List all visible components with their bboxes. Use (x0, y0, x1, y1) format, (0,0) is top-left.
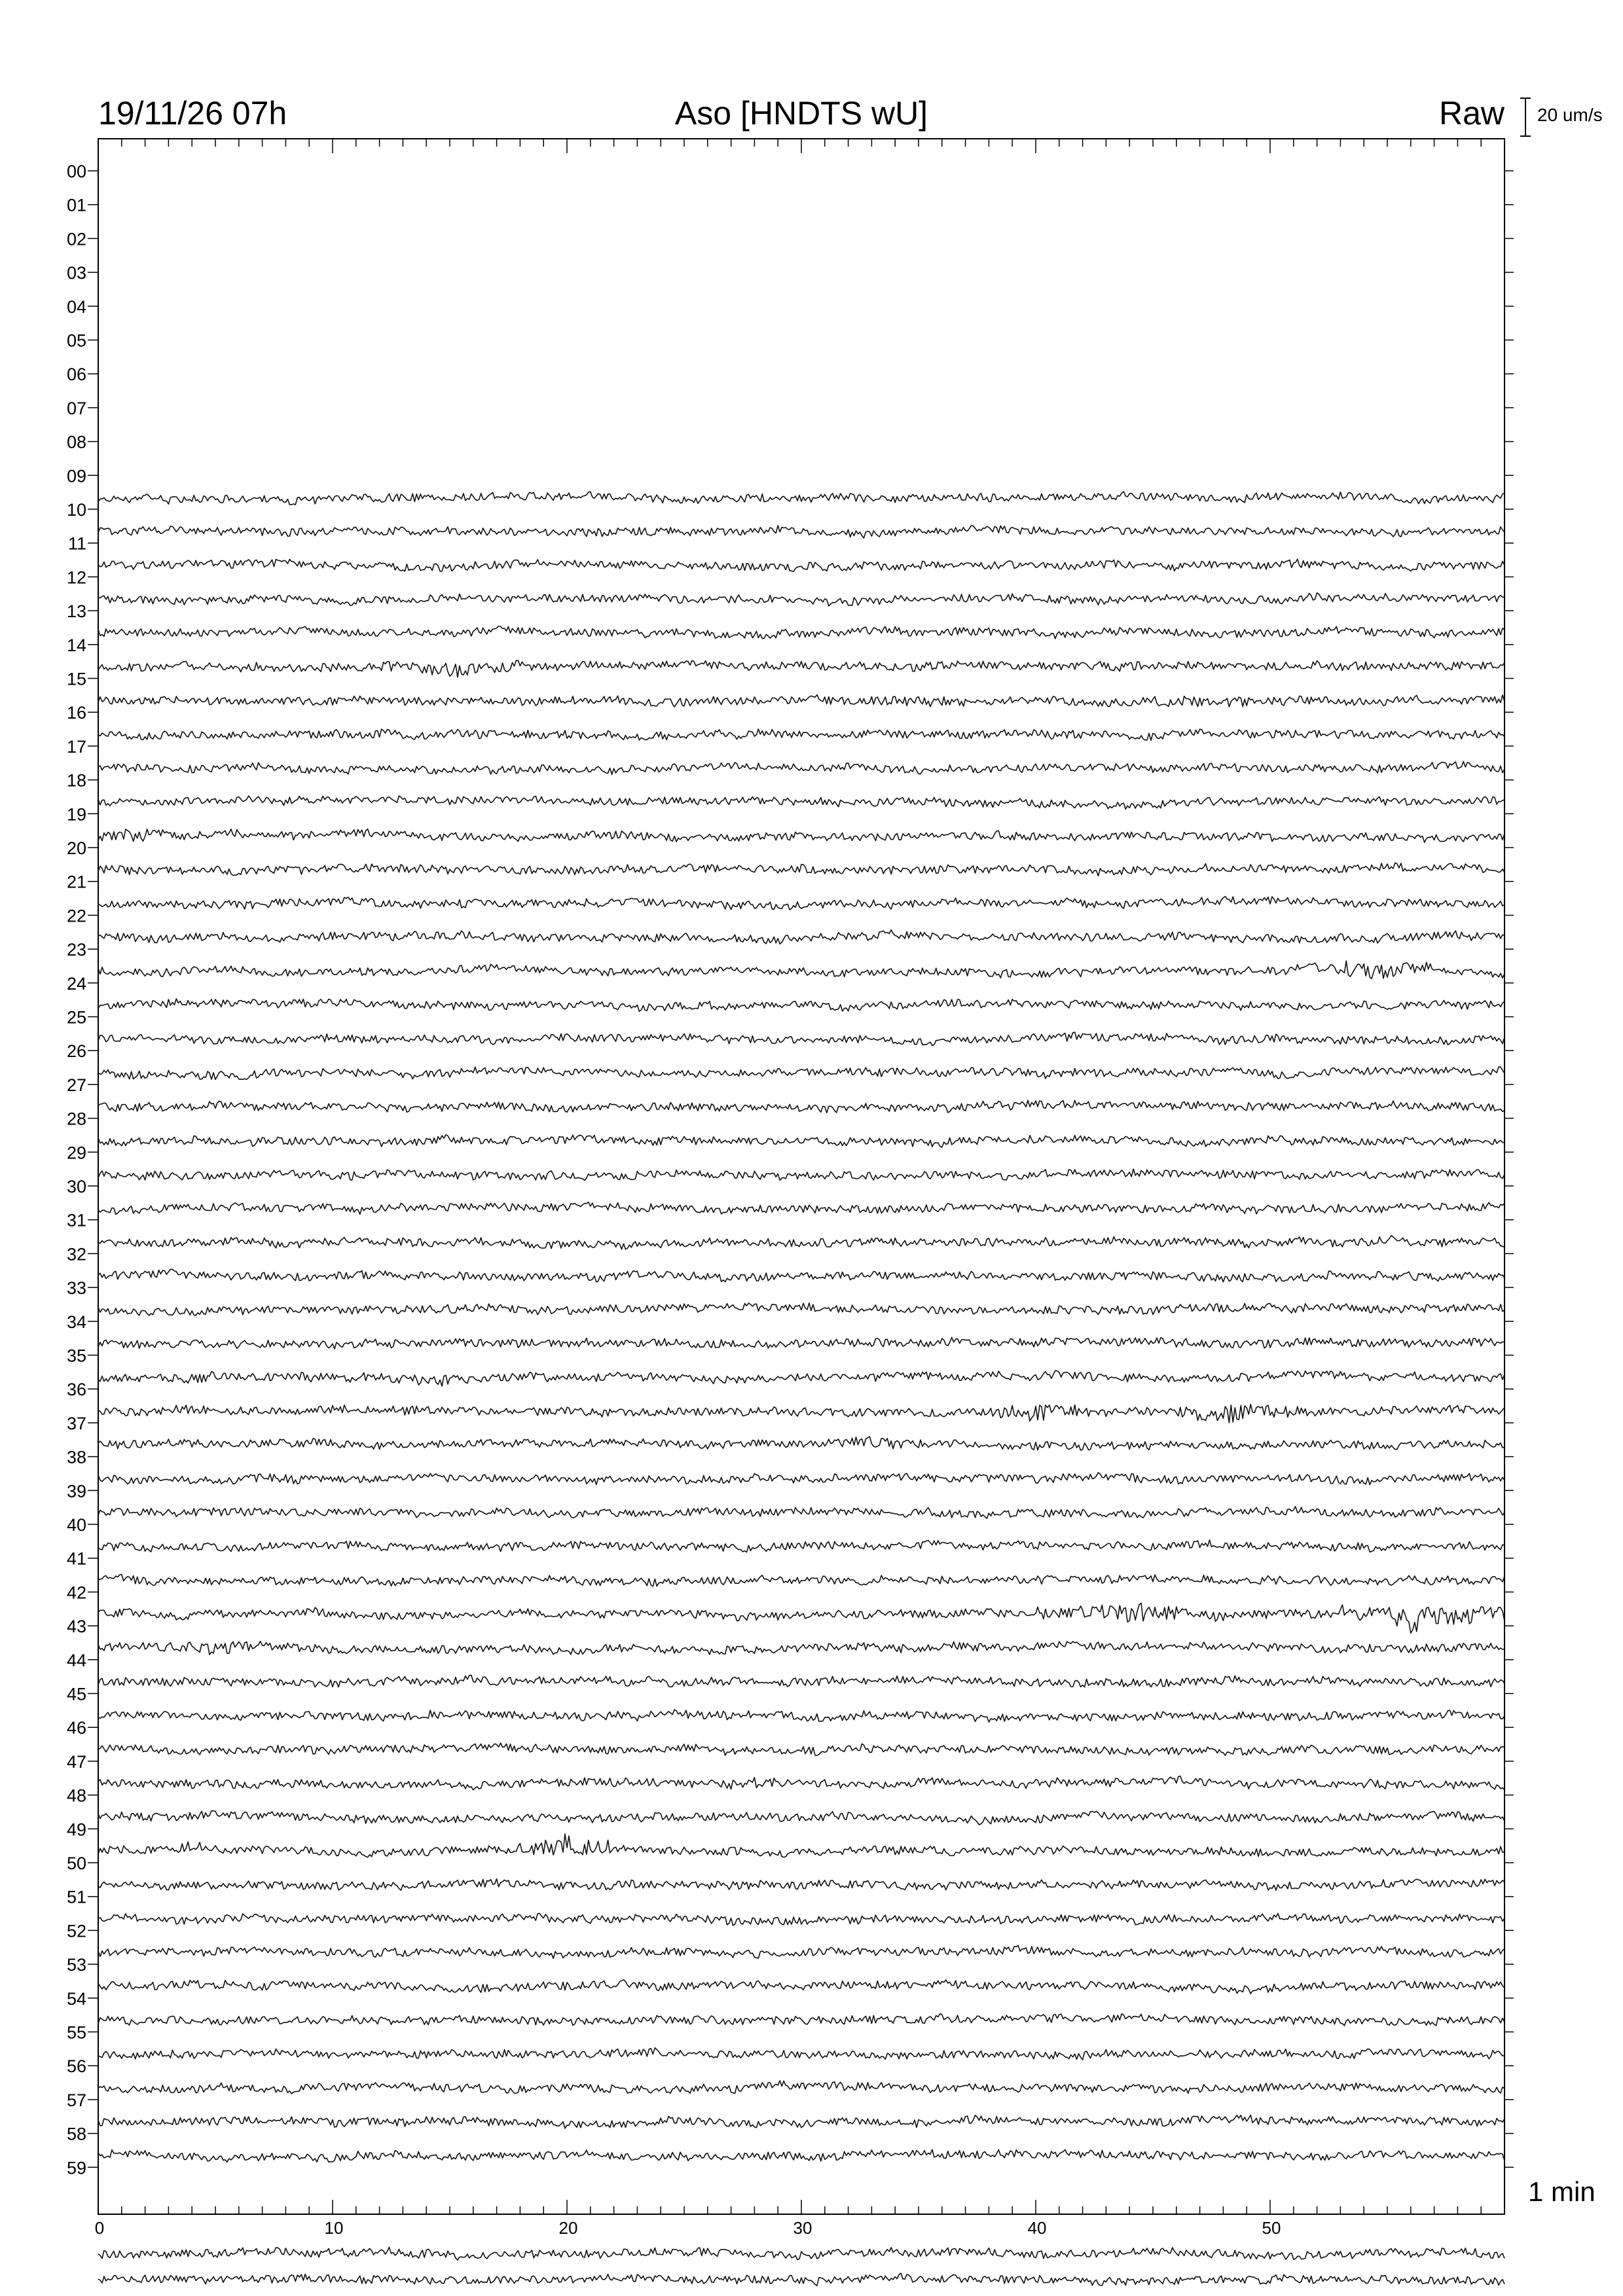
row-label: 18 (66, 770, 86, 791)
seismic-trace (98, 526, 1504, 538)
row-label: 22 (66, 906, 86, 926)
seismic-trace (98, 1675, 1504, 1687)
row-label: 16 (66, 703, 86, 723)
row-label: 14 (66, 635, 86, 655)
row-label: 13 (66, 601, 86, 622)
row-label: 03 (66, 263, 86, 283)
seismic-trace (98, 1067, 1504, 1079)
row-label: 57 (66, 2090, 86, 2110)
seismic-trace (98, 1135, 1504, 1147)
seismic-trace (98, 1100, 1504, 1113)
row-label: 27 (66, 1075, 86, 1095)
row-label: 46 (66, 1718, 86, 1738)
row-label: 58 (66, 2124, 86, 2144)
row-label: 30 (66, 1177, 86, 1196)
row-label: 17 (66, 736, 86, 757)
row-label: 25 (66, 1007, 86, 1028)
seismic-trace (98, 2081, 1504, 2094)
row-label: 02 (66, 229, 86, 249)
seismic-trace (98, 1603, 1504, 1633)
row-label: 26 (66, 1041, 86, 1062)
seismic-trace (98, 863, 1504, 876)
date-label: 19/11/26 07h (98, 95, 287, 132)
seismic-trace (98, 1776, 1504, 1790)
row-label: 23 (66, 940, 86, 960)
row-label: 21 (66, 872, 86, 892)
minute-ticks (95, 139, 1504, 2238)
row-label: 35 (66, 1346, 86, 1366)
seismic-trace (98, 2273, 1504, 2286)
row-label: 40 (66, 1515, 86, 1535)
seismic-trace (98, 1913, 1504, 1926)
duration-label: 1 min (1528, 2176, 1596, 2207)
scale-label: 20 um/s (1537, 105, 1603, 125)
row-label: 50 (66, 1854, 86, 1873)
row-label: 28 (66, 1109, 86, 1129)
row-label: 34 (66, 1312, 86, 1332)
row-label: 29 (66, 1143, 86, 1163)
seismic-trace (98, 626, 1504, 639)
row-label: 38 (66, 1447, 86, 1467)
row-label: 01 (66, 195, 86, 215)
row-label: 43 (66, 1617, 86, 1637)
row-label: 12 (66, 567, 86, 588)
traces (98, 492, 1504, 2296)
row-label: 31 (66, 1210, 86, 1230)
seismic-trace (98, 1169, 1504, 1180)
seismic-trace (98, 1540, 1504, 1552)
mode-label: Raw (1438, 95, 1504, 132)
x-tick-label: 50 (1262, 2218, 1281, 2238)
seismic-trace (98, 1641, 1504, 1655)
row-label: 00 (66, 162, 86, 181)
row-label: 51 (66, 1887, 86, 1907)
seismic-trace (98, 1473, 1504, 1485)
seismic-trace (98, 1437, 1504, 1450)
row-label: 05 (66, 331, 86, 351)
row-label: 44 (66, 1650, 86, 1670)
x-tick-label: 40 (1027, 2218, 1047, 2238)
row-labels (67, 162, 1514, 2178)
row-label: 49 (66, 1820, 86, 1840)
row-label: 54 (66, 1988, 86, 2009)
seismic-trace (98, 1575, 1504, 1587)
row-label: 55 (66, 2022, 86, 2043)
x-tick-label: 10 (324, 2218, 344, 2238)
scale-bar (1520, 98, 1531, 136)
row-label: 04 (66, 296, 86, 317)
seismic-trace (98, 492, 1504, 505)
x-tick-label: 30 (793, 2218, 812, 2238)
x-tick-label: 0 (94, 2218, 105, 2238)
row-label: 20 (66, 838, 86, 858)
row-label: 37 (66, 1413, 86, 1433)
row-label: 06 (66, 365, 86, 385)
seismic-trace (98, 761, 1504, 774)
row-label: 33 (66, 1278, 86, 1299)
seismic-trace (98, 2115, 1504, 2128)
row-label: 45 (66, 1684, 86, 1704)
seismic-trace (98, 1811, 1504, 1825)
seismic-trace (98, 999, 1504, 1011)
seismic-trace (98, 2048, 1504, 2060)
seismic-trace (98, 1405, 1504, 1423)
row-label: 41 (66, 1549, 86, 1569)
row-label: 42 (66, 1583, 86, 1603)
seismic-trace (98, 1879, 1504, 1890)
row-label: 47 (66, 1751, 86, 1772)
seismic-trace (98, 1202, 1504, 1215)
row-label: 59 (66, 2158, 86, 2178)
seismic-trace (98, 1269, 1504, 1282)
seismic-trace (98, 2248, 1504, 2261)
seismic-trace (98, 1980, 1504, 1994)
seismic-trace (98, 1743, 1504, 1755)
seismic-trace (98, 1834, 1504, 1857)
row-label: 11 (67, 533, 86, 554)
row-label: 09 (66, 466, 86, 486)
seismic-trace (98, 1371, 1504, 1386)
row-label: 52 (66, 1921, 86, 1941)
row-label: 19 (66, 804, 86, 825)
row-label: 10 (66, 500, 86, 520)
row-label: 08 (66, 432, 86, 452)
seismic-trace (98, 796, 1504, 809)
seismic-trace (98, 729, 1504, 740)
seismic-trace (98, 1945, 1504, 1958)
seismic-trace (98, 1337, 1504, 1348)
row-label: 36 (66, 1380, 86, 1400)
seismic-trace (98, 2014, 1504, 2026)
row-label: 07 (66, 398, 86, 418)
seismic-trace (98, 961, 1504, 978)
row-label: 53 (66, 1955, 86, 1975)
seismic-trace (98, 897, 1504, 910)
row-label: 24 (66, 973, 86, 994)
seismic-trace (98, 660, 1504, 677)
row-label: 39 (66, 1481, 86, 1501)
row-label: 32 (66, 1244, 86, 1265)
x-tick-label: 20 (558, 2218, 578, 2238)
station-label: Aso [HNDTS wU] (674, 95, 928, 132)
seismic-trace (98, 2149, 1504, 2162)
row-label: 56 (66, 2056, 86, 2077)
row-label: 48 (66, 1785, 86, 1806)
seismic-trace (98, 829, 1504, 842)
seismic-trace (98, 559, 1504, 571)
row-label: 15 (66, 669, 86, 689)
seismic-trace (98, 1236, 1504, 1249)
seismic-trace (98, 1303, 1504, 1316)
seismic-trace (98, 1507, 1504, 1519)
seismic-trace (98, 593, 1504, 606)
seismic-trace (98, 695, 1504, 707)
seismic-trace (98, 1710, 1504, 1722)
seismic-trace (98, 1032, 1504, 1045)
seismic-trace (98, 930, 1504, 944)
